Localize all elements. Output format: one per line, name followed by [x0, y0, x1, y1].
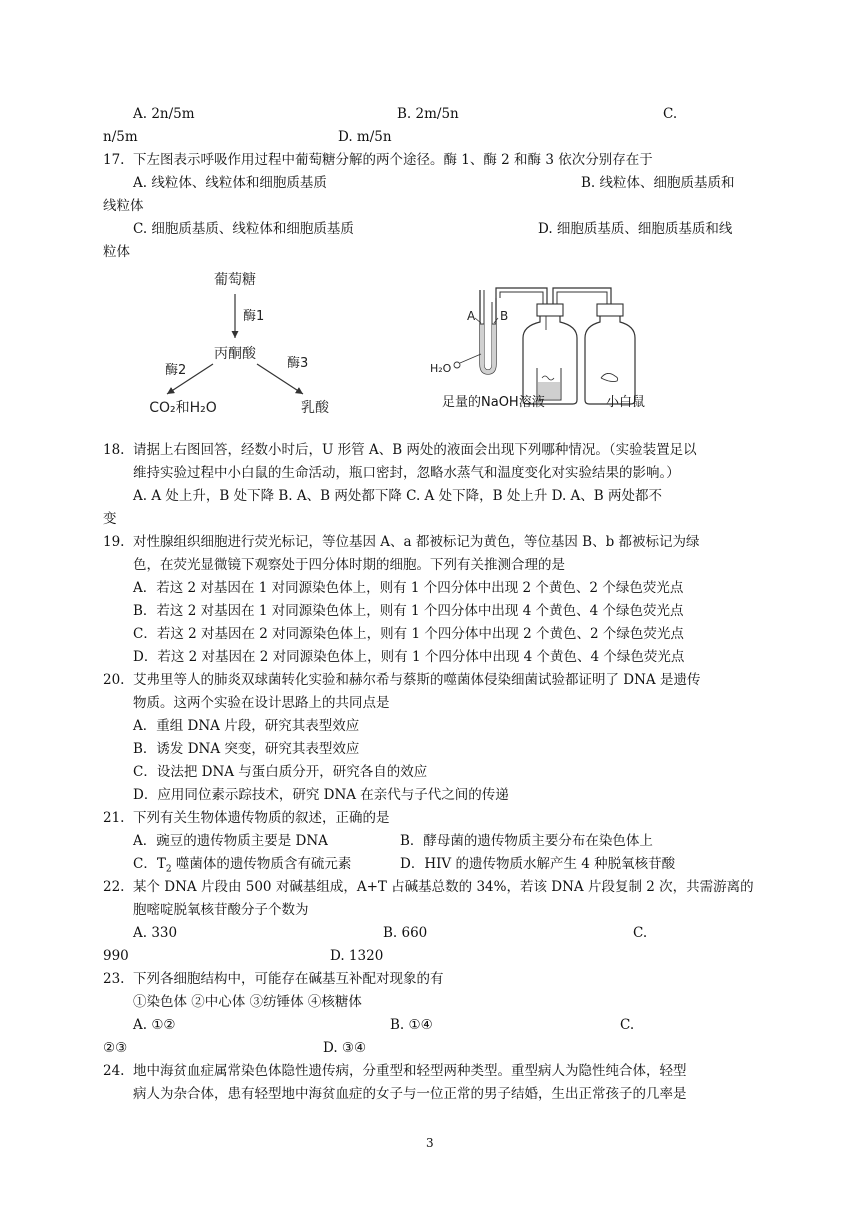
lactic-acid-label: 乳酸: [301, 400, 329, 416]
bottle-2-stopper: [597, 304, 623, 316]
co2-h2o-label: CO₂和H₂O: [149, 400, 217, 416]
q16-option-a: A. 2n/5m: [133, 106, 195, 122]
q22-line2: 胞嘧啶脱氧核苷酸分子个数为: [133, 902, 309, 918]
white-mouse-label: 小白鼠: [606, 395, 646, 410]
q20-option-a: A．重组 DNA 片段，研究其表型效应: [133, 718, 360, 734]
q16-option-d: D. m/5n: [338, 129, 392, 145]
q17-option-b-continued: 线粒体: [103, 198, 144, 214]
q21-stem: 下列有关生物体遗传物质的叙述，正确的是: [133, 810, 390, 826]
q20-line1: 艾弗里等人的肺炎双球菌转化实验和赫尔希与蔡斯的噬菌体侵染细菌试验都证明了 DNA 是遗传: [133, 672, 701, 688]
u-tube-liquid: [480, 324, 496, 374]
q20-number: 20.: [103, 672, 125, 688]
q19-number: 19.: [103, 534, 125, 550]
enzyme3-label: 酶3: [287, 356, 309, 371]
q19-option-d: D．若这 2 对基因在 2 对同源染色体上，则有 1 个四分体中出现 4 个黄色、4 个绿色荧光点: [133, 649, 685, 665]
naoh-solution-label: 足量的NaOH溶液: [442, 395, 545, 410]
q19-line2: 色，在荧光显微镜下观察处于四分体时期的细胞。下列有关推测合理的是: [133, 557, 565, 573]
q23-option-c-continued: ②③: [103, 1040, 128, 1056]
q20-option-d: D．应用同位素示踪技术，研究 DNA 在亲代与子代之间的传递: [133, 787, 509, 803]
mouse-icon: [601, 373, 618, 381]
q18-line2: 维持实验过程中小白鼠的生命活动，瓶口密封，忽略水蒸气和温度变化对实验结果的影响。）: [133, 465, 680, 481]
q23-option-c: C.: [620, 1017, 635, 1033]
q21-option-c-prefix: C．T: [133, 856, 166, 872]
q20-option-b: B．诱发 DNA 突变，研究其表型效应: [133, 741, 360, 757]
label-b: B: [500, 309, 509, 323]
q18-number: 18.: [103, 442, 125, 458]
q23-number: 23.: [103, 971, 125, 987]
q17-option-b: B. 线粒体、细胞质基质和: [581, 175, 735, 191]
q17-option-a: A. 线粒体、线粒体和细胞质基质: [133, 175, 327, 191]
q23-option-b: B. ①④: [390, 1017, 433, 1033]
q24-line2: 病人为杂合体，患有轻型地中海贫血症的女子与一位正常的男子结婚，生出正常孩子的几率是: [133, 1086, 687, 1102]
q22-option-d: D. 1320: [330, 948, 384, 964]
q23-option-a: A. ①②: [133, 1017, 176, 1033]
q17-option-d: D. 细胞质基质、细胞质基质和线: [538, 221, 733, 237]
q20-option-c: C．设法把 DNA 与蛋白质分开，研究各自的效应: [133, 764, 428, 780]
q17-option-c: C. 细胞质基质、线粒体和细胞质基质: [133, 221, 354, 237]
enzyme1-label: 酶1: [243, 309, 265, 324]
q21-option-c: [133, 856, 351, 878]
q23-items: ①染色体 ②中心体 ③纺锤体 ④核糖体: [133, 994, 362, 1010]
q19-option-a: A．若这 2 对基因在 1 对同源染色体上，则有 1 个四分体中出现 2 个黄色、2 个绿色荧光点: [133, 580, 684, 596]
q22-option-b: B. 660: [383, 925, 428, 941]
q21-option-c-text: 噬菌体的遗传物质含有硫元素: [171, 856, 352, 872]
respiration-pathway-diagram: [135, 262, 365, 422]
q24-line1: 地中海贫血症属常染色体隐性遗传病，分重型和轻型两种类型。重型病人为隐性纯合体，轻型: [133, 1063, 687, 1079]
bottle-2: [585, 316, 635, 404]
q21-option-c-subscript: 2: [165, 864, 172, 875]
q22-line1: 某个 DNA 片段由 500 对碱基组成，A+T 占碱基总数的 34%，若该 DNA 片段复制 2 次，共需游离的: [133, 879, 754, 895]
q22-number: 22.: [103, 879, 125, 895]
q16-option-c: C.: [663, 106, 678, 122]
q18-line1: 请据上右图回答，经数小时后，U 形管 A、B 两处的液面会出现下列哪种情况。（实验装置足以: [133, 442, 697, 458]
q16-option-c-continued: n/5m: [103, 129, 138, 145]
label-a: A: [467, 309, 476, 323]
q17-option-d-continued: 粒体: [103, 244, 130, 260]
enzyme2-label: 酶2: [165, 363, 187, 378]
q21-option-a: A．豌豆的遗传物质主要是 DNA: [133, 833, 328, 849]
q21-option-d: D．HIV 的遗传物质水解产生 4 种脱氧核苷酸: [400, 856, 676, 872]
pyruvate-label: 丙酮酸: [214, 346, 256, 362]
bottle-1-stopper: [537, 304, 563, 316]
q17-number: 17.: [103, 152, 125, 168]
q22-option-c-continued: 990: [103, 948, 129, 964]
q23-stem: 下列各细胞结构中，可能存在碱基互补配对现象的有: [133, 971, 444, 987]
q21-number: 21.: [103, 810, 125, 826]
q20-line2: 物质。这两个实验在设计思路上的共同点是: [133, 695, 390, 711]
q16-option-b: B. 2m/5n: [397, 106, 459, 122]
page-number: 3: [426, 1136, 434, 1150]
q18-options-continued: 变: [103, 511, 117, 527]
q17-stem: 下左图表示呼吸作用过程中葡萄糖分解的两个途径。酶 1、酶 2 和酶 3 依次分别存在于: [133, 152, 653, 168]
q18-options: A. A 处上升，B 处下降 B. A、B 两处都下降 C. A 处下降，B 处上升 D. A、B 两处都不: [133, 488, 662, 504]
q19-line1: 对性腺组织细胞进行荧光标记，等位基因 A、a 都被标记为黄色，等位基因 B、b 都被标记为绿: [133, 534, 700, 550]
q24-number: 24.: [103, 1063, 125, 1079]
glucose-label: 葡萄糖: [214, 272, 256, 288]
q23-option-d: D. ③④: [323, 1040, 367, 1056]
h2o-label: H₂O: [430, 362, 452, 375]
q19-option-c: C．若这 2 对基因在 2 对同源染色体上，则有 1 个四分体中出现 2 个黄色、2 个绿色荧光点: [133, 626, 684, 642]
q22-option-c: C.: [633, 925, 648, 941]
q22-option-a: A. 330: [133, 925, 178, 941]
q19-option-b: B．若这 2 对基因在 1 对同源染色体上，则有 1 个四分体中出现 4 个黄色、4 个绿色荧光点: [133, 603, 684, 619]
q21-option-b: B．酵母菌的遗传物质主要分布在染色体上: [400, 833, 653, 849]
